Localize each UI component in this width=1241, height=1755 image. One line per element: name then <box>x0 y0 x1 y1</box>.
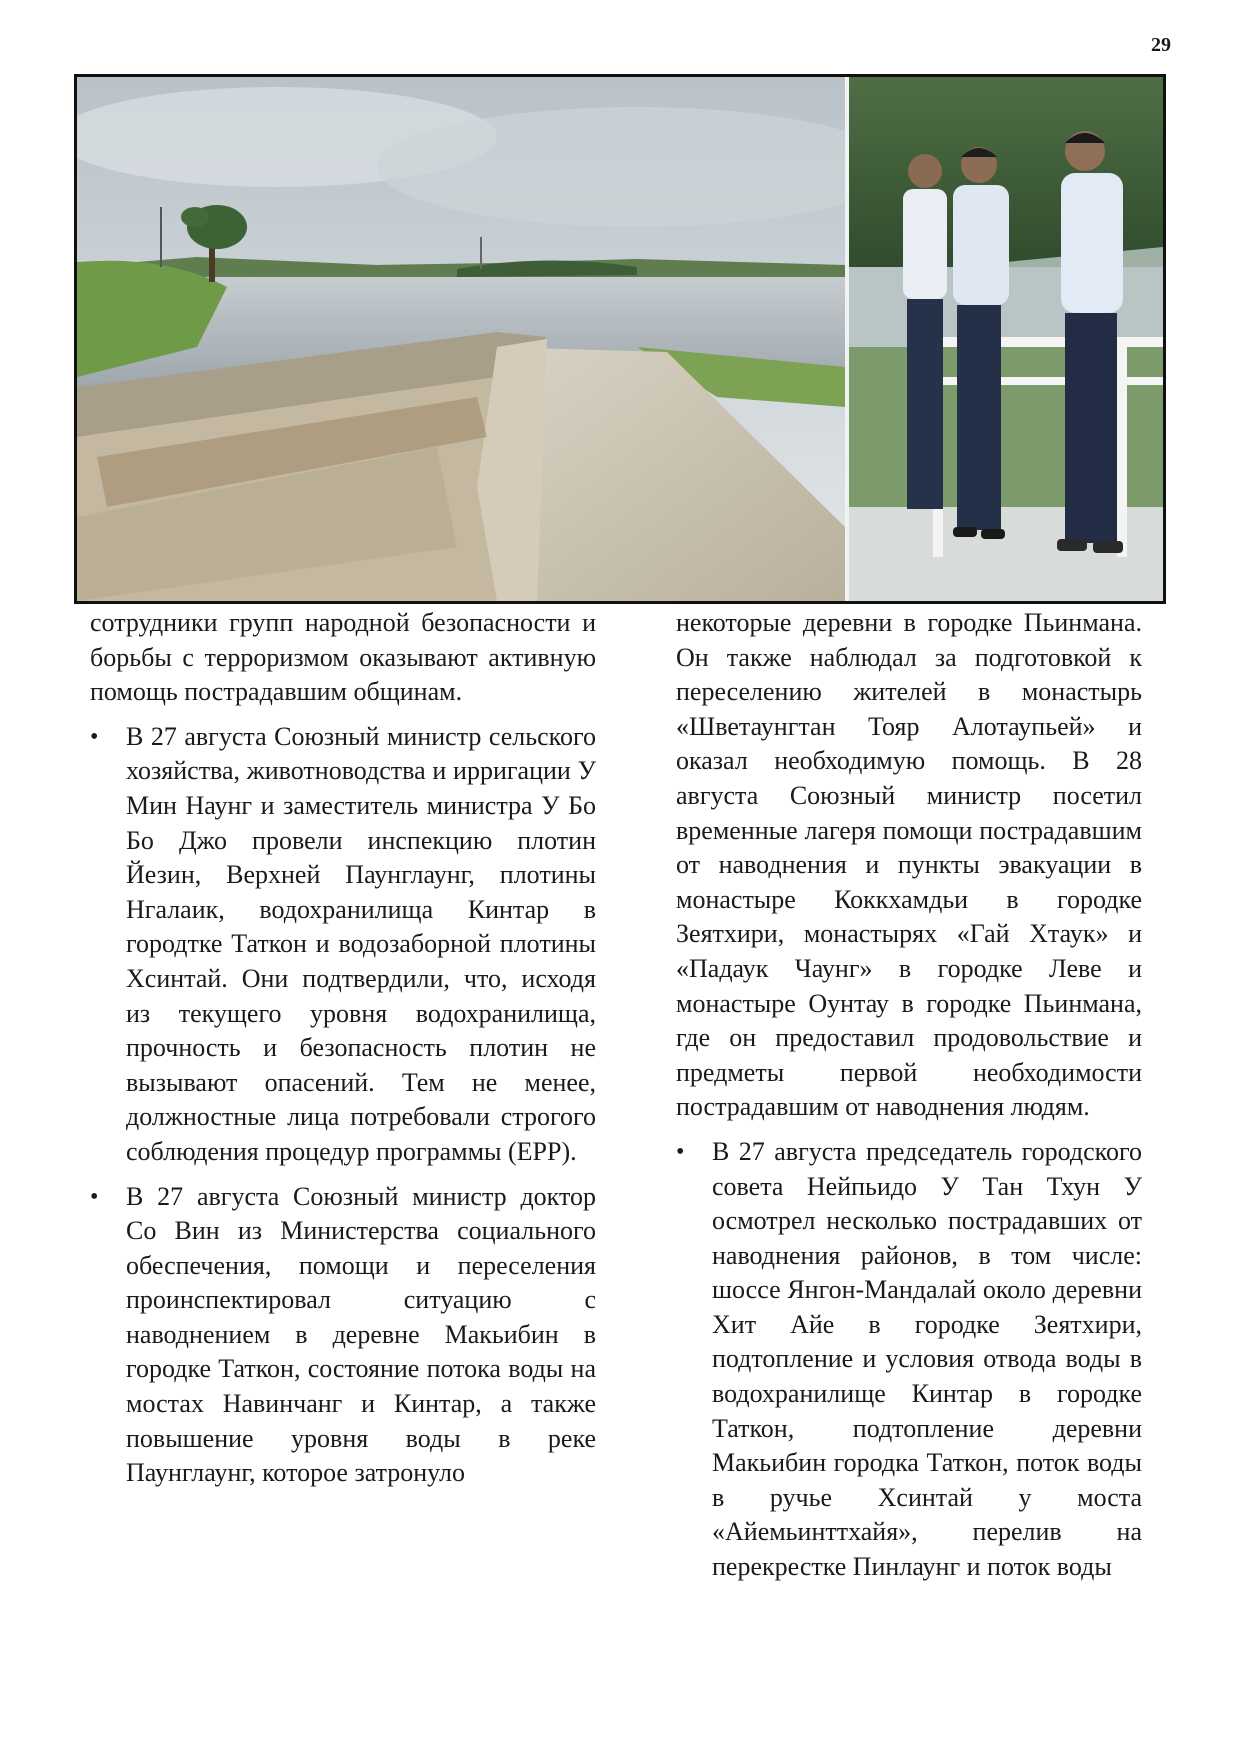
officials-inspection-photo <box>849 77 1163 601</box>
right-column <box>676 606 1142 1595</box>
left-column <box>90 606 596 1501</box>
list-item: • В 27 августа председатель городского совета Нейпьидо У Тан Тхун У осмотрел несколько пострадавших от наводнения районов, в том числе: шоссе Янгон-Мандалай около деревни Хит Айе в городке Зеятхири, подтопление и условия отвода воды в водохранилище Кинтар в городке Таткон, подтопление деревни Макьибин городка Таткон, поток воды в ручье Хсинтай у моста «Айемьинттхайя», перелив на перекрестке Пинлаунг и поток воды <box>676 1135 1142 1585</box>
reservoir-spillway-photo <box>77 77 897 601</box>
list-item: • В 27 августа Союзный министр сельского хозяйства, животноводства и ирригации У Мин Наунг и заместитель министра У Бо Бо Джо провели инспекцию плотин Йезин, Верхней Паунглаунг, плотины Нгалаик, водохранилища Кинтар в городтке Таткон и водозаборной плотины Хсинтай. Они подтвердили, что, исходя из текущего уровня водохранилища, прочность и безопасность плотин не вызывают опасений. Тем не менее, должностные лица потребовали строгого соблюдения процедур программы (EPP). <box>90 720 596 1170</box>
right-intro-paragraph: некоторые деревни в городке Пьинмана. Он также наблюдал за подготовкой к переселению жителей в монастырь «Шветаунгтан Тояр Алотаупьей» и оказал необходимую помощь. В 28 августа Союзный министр посетил временные лагеря помощи пострадавшим от наводнения и пункты эвакуации в монастыре Коккхамдьи в городке Зеятхири, монастырях «Гай Хтаук» и «Падаук Чаунг» в городке Леве и монастыре Оунтау в городке Пьинмана, где он предоставил продовольствие и предметы первой необходимости пострадавшим от наводнения людям. <box>676 608 1142 1122</box>
right-bullet-list <box>676 1135 1142 1585</box>
list-item: • В 27 августа Союзный министр доктор Со Вин из Министерства социального обеспечения, помощи и переселения проинспектировал ситуацию с наводнением в деревне Макьибин в городке Таткон, состояние потока воды на мостах Навинчанг и Кинтар, а также повышение уровня воды в реке Паунглаунг, которое затронуло <box>90 1180 596 1491</box>
left-bullet-list <box>90 720 596 1491</box>
page-number: 29 <box>1151 34 1171 56</box>
photo-frame <box>74 74 1166 604</box>
left-intro-paragraph: сотрудники групп народной безопасности и борьбы с терроризмом оказывают активную помощь пострадавшим общинам. <box>90 608 596 707</box>
